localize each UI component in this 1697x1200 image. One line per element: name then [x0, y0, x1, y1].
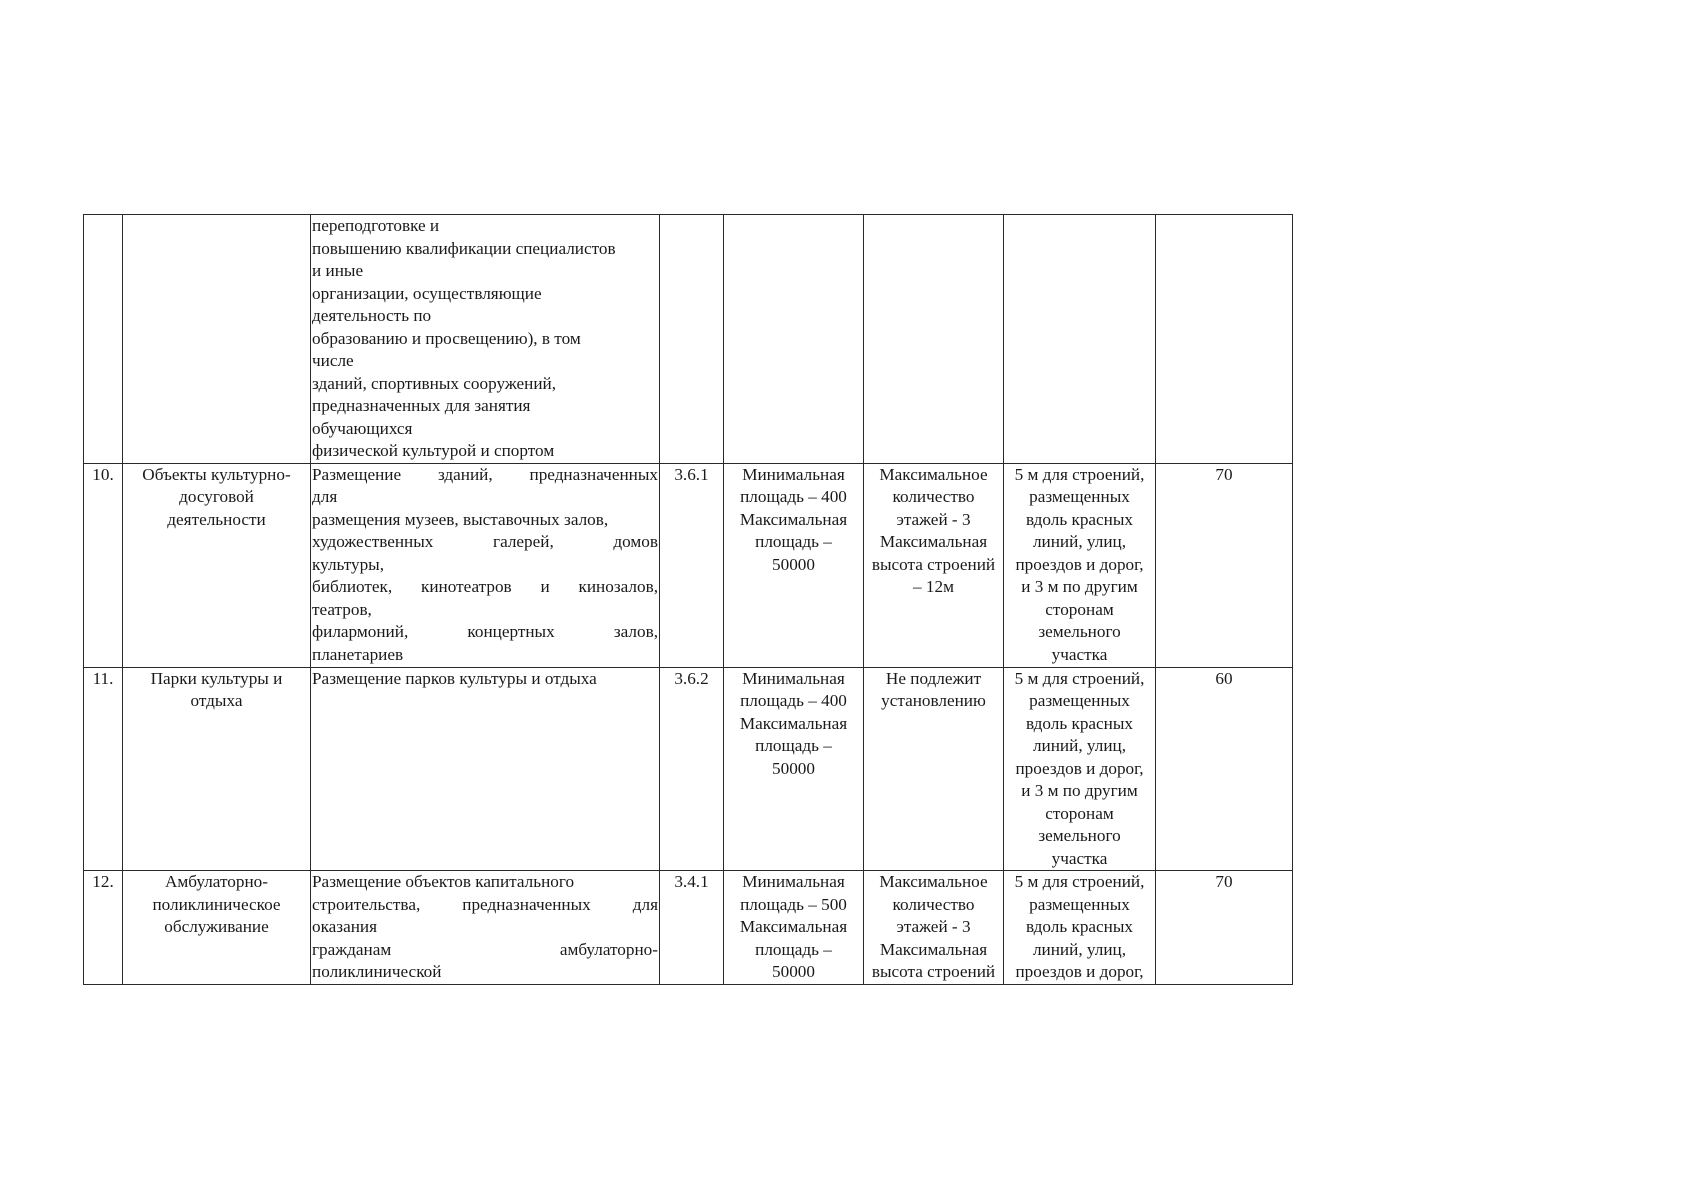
- row-number-cell: [84, 215, 123, 464]
- description: [312, 871, 658, 984]
- code-cell: [660, 215, 724, 464]
- row-number-cell: [84, 667, 123, 871]
- height-cell: [864, 667, 1004, 871]
- description-line: Размещение объектов капитального: [312, 872, 575, 891]
- table-row: [84, 667, 1293, 871]
- area-cell: [724, 463, 864, 667]
- percent-cell: [1156, 667, 1293, 871]
- row-number: 11.: [92, 668, 114, 688]
- description-line: размещения музеев, выставочных залов,: [312, 509, 609, 529]
- use-code: 3.6.1: [674, 464, 709, 484]
- description: [312, 215, 658, 463]
- use-name: Объекты культурно- досуговой деятельности: [142, 464, 291, 529]
- description-line: Размещение парков культуры и отдыха: [312, 668, 597, 688]
- use-name-cell: [123, 215, 311, 464]
- height-cell: [864, 871, 1004, 985]
- description-line: для: [312, 487, 338, 506]
- use-name-cell: [123, 667, 311, 871]
- description: [312, 464, 658, 667]
- setback-limits: 5 м для строений, размещенных вдоль красных линий, улиц, проездов и дорог,: [1014, 872, 1145, 981]
- description-cell: [311, 215, 660, 464]
- description-line: повышению квалификации специалистов: [312, 238, 616, 258]
- description-line: физической культурой и спортом: [312, 441, 555, 460]
- percent-cell: [1156, 871, 1293, 985]
- use-name-cell: [123, 871, 311, 985]
- code-cell: [660, 871, 724, 985]
- use-code: 3.6.2: [674, 668, 709, 688]
- description-line: обучающихся: [312, 418, 413, 438]
- description-line: образованию и просвещению), в том: [312, 328, 581, 348]
- description-line: театров,: [312, 599, 372, 619]
- coverage-percent: 70: [1215, 872, 1233, 891]
- code-cell: [660, 667, 724, 871]
- description-line: художественных галерей, домов: [312, 532, 658, 551]
- description-line: организации, осуществляющие: [312, 283, 542, 303]
- description-cell: [311, 871, 660, 985]
- row-number-cell: [84, 463, 123, 667]
- description-line: строительства, предназначенных для: [312, 894, 658, 914]
- building-height-limits: Не подлежит установлению: [881, 668, 986, 710]
- description-line: деятельность по: [312, 306, 432, 325]
- row-number-cell: [84, 871, 123, 985]
- description-line: предназначенных для занятия: [312, 396, 531, 415]
- area-cell: [724, 871, 864, 985]
- offset-cell: [1004, 463, 1156, 667]
- description-line: культуры,: [312, 554, 385, 574]
- code-cell: [660, 463, 724, 667]
- building-height-limits: Максимальное количество этажей - 3 Максимальная высота строений – 12м: [871, 464, 996, 596]
- use-name: Амбулаторно- поликлиническое обслуживание: [152, 872, 281, 936]
- description-line: поликлинической: [312, 962, 442, 981]
- description-line: гражданам амбулаторно-: [312, 939, 658, 959]
- description-line: библиотек, кинотеатров и кинозалов,: [312, 577, 658, 596]
- description-line: числе: [312, 351, 354, 370]
- coverage-percent: 70: [1215, 464, 1233, 484]
- description-line: зданий, спортивных сооружений,: [312, 373, 557, 393]
- plot-area-limits: Минимальная площадь – 400 Максимальная площадь – 50000: [739, 464, 848, 574]
- setback-limits: 5 м для строений, размещенных вдоль красных линий, улиц, проездов и дорог, и 3 м по другим сторонам земельного участка: [1014, 668, 1145, 868]
- description-line: и иные: [312, 261, 364, 280]
- percent-cell: [1156, 463, 1293, 667]
- plot-area-limits: Минимальная площадь – 400 Максимальная площадь – 50000: [739, 668, 848, 778]
- building-height-limits: Максимальное количество этажей - 3 Максимальная высота строений: [871, 872, 996, 981]
- table-row: [84, 871, 1293, 985]
- use-code: 3.4.1: [674, 872, 709, 891]
- description-cell: [311, 667, 660, 871]
- row-number: 10.: [92, 464, 114, 484]
- setback-limits: 5 м для строений, размещенных вдоль красных линий, улиц, проездов и дорог, и 3 м по другим сторонам земельного участка: [1014, 464, 1145, 664]
- description-line: планетариев: [312, 644, 404, 664]
- coverage-percent: 60: [1215, 668, 1233, 688]
- height-cell: [864, 215, 1004, 464]
- offset-cell: [1004, 667, 1156, 871]
- land-use-table: [83, 214, 1293, 985]
- description-cell: [311, 463, 660, 667]
- description-line: оказания: [312, 917, 378, 936]
- description-line: филармоний, концертных залов,: [312, 622, 658, 641]
- description: [312, 668, 658, 691]
- height-cell: [864, 463, 1004, 667]
- description-line: Размещение зданий, предназначенных: [312, 464, 658, 484]
- use-name-cell: [123, 463, 311, 667]
- description-line: переподготовке и: [312, 216, 440, 235]
- table-row: [84, 463, 1293, 667]
- area-cell: [724, 667, 864, 871]
- offset-cell: [1004, 871, 1156, 985]
- offset-cell: [1004, 215, 1156, 464]
- percent-cell: [1156, 215, 1293, 464]
- table-body: [84, 215, 1293, 985]
- table-row: [84, 215, 1293, 464]
- use-name: Парки культуры и отдыха: [150, 668, 283, 710]
- row-number: 12.: [92, 872, 114, 891]
- plot-area-limits: Минимальная площадь – 500 Максимальная площадь – 50000: [739, 872, 848, 981]
- area-cell: [724, 215, 864, 464]
